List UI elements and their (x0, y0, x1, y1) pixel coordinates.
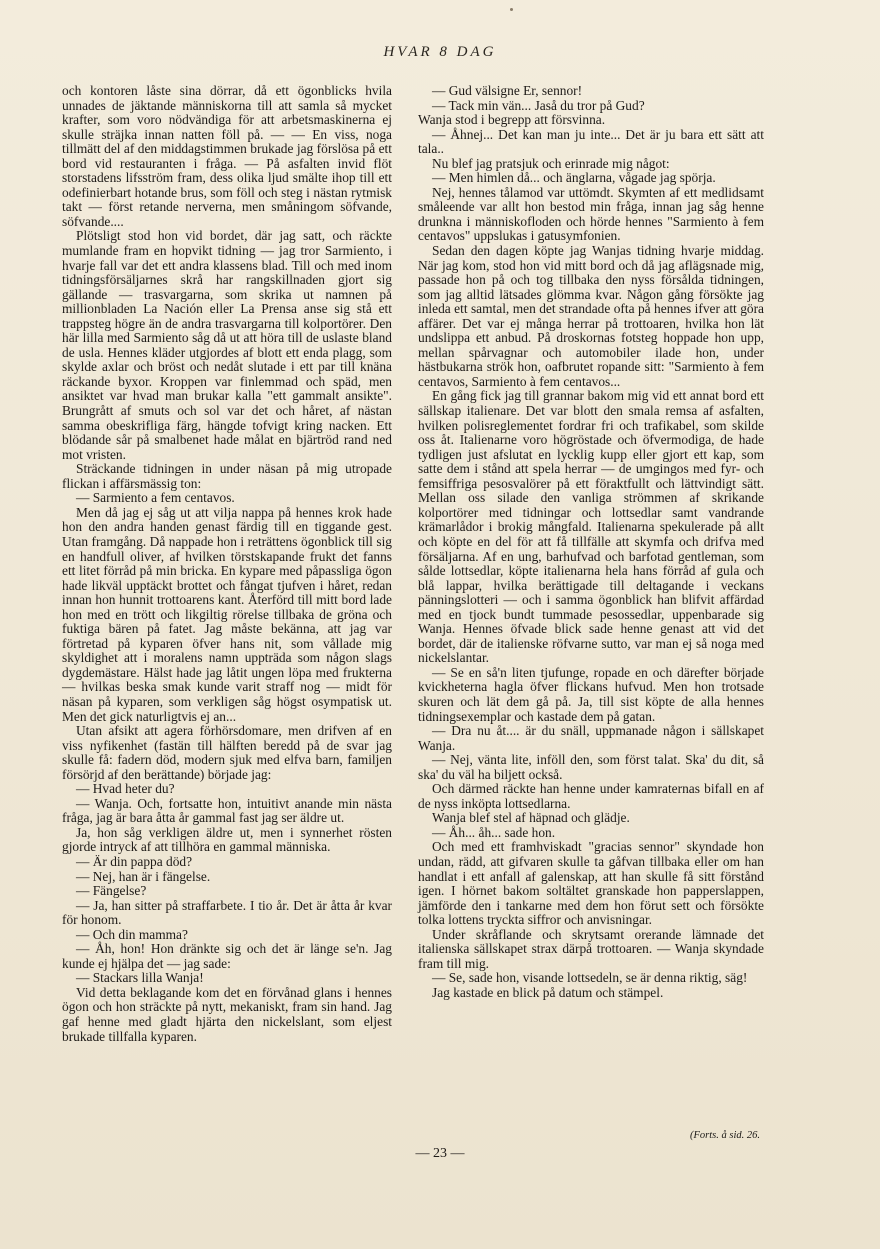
paragraph: Vid detta beklagande kom det en förvånad glans i hennes ögon och hon sträckte på nytt, mekaniskt, fram sin hand. Jag gaf henne med gladt hjärta den nickelslant, som eljest brukade tillfalla kyparen. (62, 984, 392, 1044)
paragraph: Sträckande tidningen in under näsan på mig utropade flickan i affärsmässig ton: (62, 461, 392, 491)
paragraph: Utan afsikt att agera förhörsdomare, men drifven af en viss nyfikenhet (fastän till hälften beredd på de svar jag skulle få: fadern död, modern sjuk med elfva barn, familjen försörjd af den berättande) började jag: (62, 723, 392, 782)
paragraph: — Ja, han sitter på straffarbete. I tio år. Det är åtta år kvar för honom. (62, 897, 392, 928)
paragraph: Jag kastade en blick på datum och stämpel. (432, 984, 664, 1000)
paragraph: — Wanja. Och, fortsatte hon, intuitivt anande min nästa fråga, jag är bara åtta år gammal fast jag ser äldre ut. (62, 795, 392, 826)
paragraph: — Åh... åh... sade hon. (432, 824, 556, 840)
paragraph: — Gud välsigne Er, sennor! (432, 83, 583, 98)
paragraph: — Sarmiento a fem centavos. (76, 490, 235, 506)
paragraph: — Se en så'n liten tjufunge, ropade en och därefter började kvickheterna hagla öfver flickans hufvud. Men hon trotsade skuren och lät dem gå på. Ja, till sist köpte de alla hennes tidningsexemplar och kastade dem på gatan. (418, 664, 764, 724)
paragraph: Wanja stod i begrepp att försvinna. (418, 112, 606, 128)
paragraph: Och därmed räckte han henne under kamraternas bifall en af de nyss inköpta lottsedlarna. (418, 781, 764, 811)
paragraph: — Dra nu åt.... är du snäll, uppmanade någon i sällskapet Wanja. (418, 723, 764, 753)
paragraph: — Är din pappa död? (76, 853, 193, 869)
paragraph: — Men himlen då... och änglarna, vågade jag spörja. (432, 170, 716, 186)
print-speck (510, 8, 513, 11)
paragraph: Nu blef jag pratsjuk och erinrade mig något: (432, 155, 670, 171)
paragraph: — Nej, vänta lite, inföll den, som först talat. Ska' du dit, så ska' du väl ha biljett också. (418, 752, 764, 782)
paragraph: — Fängelse? (76, 883, 147, 899)
paragraph: — Stackars lilla Wanja! (76, 970, 204, 986)
paragraph: Sedan den dagen köpte jag Wanjas tidning hvarje middag. När jag kom, stod hon vid mitt bord och då jag aflägsnade mig, passade hon på och tog tillbaka den nyss försålda tidningen, som jag alltid lätsades glömma kvar. Någon gång försökte jag inleda ett samtal, men det strandade ofta på hennes ifver att göra affärer. Det var ej många herrar på trottoaren, hvilka hon lät undslippa ett anbud. På droskornas fotsteg hoppade hon upp, mellan spårvagnar och automobiler ilade hon, under hästbukarna strök hon, oafbrutet ropande sitt: "Sarmiento à fem centavos, Sarmiento à fem centavos... (418, 243, 764, 389)
paragraph: Och med ett framhviskadt "gracias sennor" skyndade hon undan, rädd, att gifvaren skulle ta gåfvan tillbaka eller om han handlat i ett anfall af galenskap, att han skulle få sitt förstånd igen. I hörnet bakom soltältet granskade hon papperslappen, jämförde den i tankarne med dem hon förut sett och försökte tolka lottens tryckta siffror och anvisningar. (418, 839, 764, 928)
right-column (418, 84, 764, 1000)
paragraph: Nej, hennes tålamod var uttömdt. Skymten af ett medlidsamt småleende var allt hon bestod min fråga, innan jag såg henne drunkna i människofloden och hörde hennes "Sarmiento à fem centavos" uppslukas i gatusymfonien. (418, 184, 764, 244)
paragraph: — Åh, hon! Hon dränkte sig och det är länge se'n. Jag kunde ej hjälpa det — jag sade: (62, 941, 392, 971)
page-header: HVAR 8 DAG (383, 44, 497, 60)
paragraph: — Se, sade hon, visande lottsedeln, se är denna riktig, säg! (432, 970, 748, 986)
page-number: — 23 — (415, 1146, 465, 1161)
paragraph: — Tack min vän... Jaså du tror på Gud? (432, 97, 645, 113)
paragraph: Wanja blef stel af häpnad och glädje. (432, 810, 630, 826)
paragraph: — Åhnej... Det kan man ju inte... Det är ju bara ett sätt att tala.. (418, 126, 764, 157)
left-column (62, 84, 392, 1044)
paragraph: och kontoren låste sina dörrar, då ett ögonblicks hvila unnades de jäktande människorna till att samla så mycket krafter, som voro nödvändiga för att arbetsmaskinerna ej skulle sträjka innan natten föll på. — — En viss, noga tillmätt del af den middagstimmen brukade jag förslösa på ett bord vid restauranten i fråga. — På asfalten invid flöt storstadens lifsström fram, dess olika ljud smälte ihop till ett odefinierbart hotande brus, som föll och steg i nästan rytmisk takt — först retande nerverna, men småningom söfvande, söfvande.... (62, 83, 392, 229)
paragraph: — Hvad heter du? (76, 781, 175, 797)
paragraph: — Och din mamma? (76, 926, 188, 942)
continuation-note: (Forts. å sid. 26. (689, 1130, 760, 1141)
paragraph: Men då jag ej såg ut att vilja nappa på hennes krok hade hon den andra handen genast färdig till en tiggande gest. Utan framgång. Då nappade hon i reträttens ögonblick till sig en handfull oliver, af hvilken törstskapande frukt det fanns ett litet förråd på min bricka. En kypare med påpassliga ögon hade likväl upptäckt brottet och fångat tjufven i håret, redan innan hon hunnit trottoarens kant. Återförd till mitt bord lade hon med en trött och likgiltig rörelse tillbaka de gröna och fuktiga bären på fatet. Jag måste bekänna, att jag var förtretad på kyparen öfver hans nit, som vållade mig skyldighet att i moralens namn uppträda som någon slags dygdemästare. Hälst hade jag låtit ungen löpa med frukterna — hvilkas beska smak kunde varit straff nog — midt för näsan på kyparen, som verkligen såg högst osympatisk ut. Men det gick naturligtvis ej an... (62, 504, 392, 724)
paragraph: En gång fick jag till grannar bakom mig vid ett annat bord ett sällskap italienare. Det var blott den smala remsa af asfalten, hvilken polisreglementet fordrar fri och trafikabel, som skilde oss åt. Italienarne voro högröstade och öfvermodiga, de hade tydligen just afslutat en lycklig kupp eller gjort ett kap, som satte dem i stånd att spela herrar — de umgingos med fyr- och femsiffriga pesosvalörer på ett föraktfullt och lättvindigt sätt. Mellan oss silade den vanliga strömmen af skrikande kolportörer med tidningar och lottsedlar samt vandrande krämarlådor i brokig mångfald. Italienarna spekulerade på allt och köpte en del för att få tillfälle att skymfa och drifva med försäljarna. Af en ung, barhufvad och barfotad gentleman, som sålde lottsedlar, köpte italienarna hela hans förråd af gula och blå lappar, hvilka berättigade till deltagande i veckans pänningslotteri — och i samma ögonblick han blifvit affärdad med en tjock bundt tummade pesossedlar, uppenbarade sig Wanja. Hennes öfvade blick sade henne genast att vid det bordet, där de italienske röfvarne sutto, var man ej så noga med nickelslantar. (418, 388, 764, 666)
paragraph: Ja, hon såg verkligen äldre ut, men i synnerhet rösten gjorde intryck af att tillhöra en gammal människa. (62, 824, 392, 855)
paragraph: Plötsligt stod hon vid bordet, där jag satt, och räckte mumlande fram en hopvikt tidning — jag tror Sarmiento, i hvarje fall var det ett andra klassens blad. Till och med inom tidningsförsäljarnes skrå har rangskillnaden gjort sig gällande — trasvargarna, som skrika ut namnen på millionbladen La Nación eller La Prensa anse sig stå ett trappsteg högre än de andra trasvargarna till kolportörer. Den här lilla med Sarmiento såg då ut att höra till de uslaste bland de usla. Hennes kläder utgjordes af blott ett enda plagg, som skylde axlar och bröst och nedåt slutade i ett par till knäna räckande byxor. Kroppen var finlemmad och späd, men ansiktet var hvad man brukar kalla "ett gammalt ansikte". Brungrått af smuts och sol var det och håret, af nästan samma obeskrifliga färg, hängde tofvigt kring nacken. Ett blödande sår på smalbenet hade målat en bjärtröd rand ned mot vristen. (62, 228, 392, 462)
paragraph: — Nej, han är i fängelse. (76, 868, 211, 884)
paragraph: Under skråflande och skrytsamt orerande lämnade det italienska sällskapet strax därpå trottoaren. — Wanja skyndade fram till mig. (418, 926, 764, 971)
